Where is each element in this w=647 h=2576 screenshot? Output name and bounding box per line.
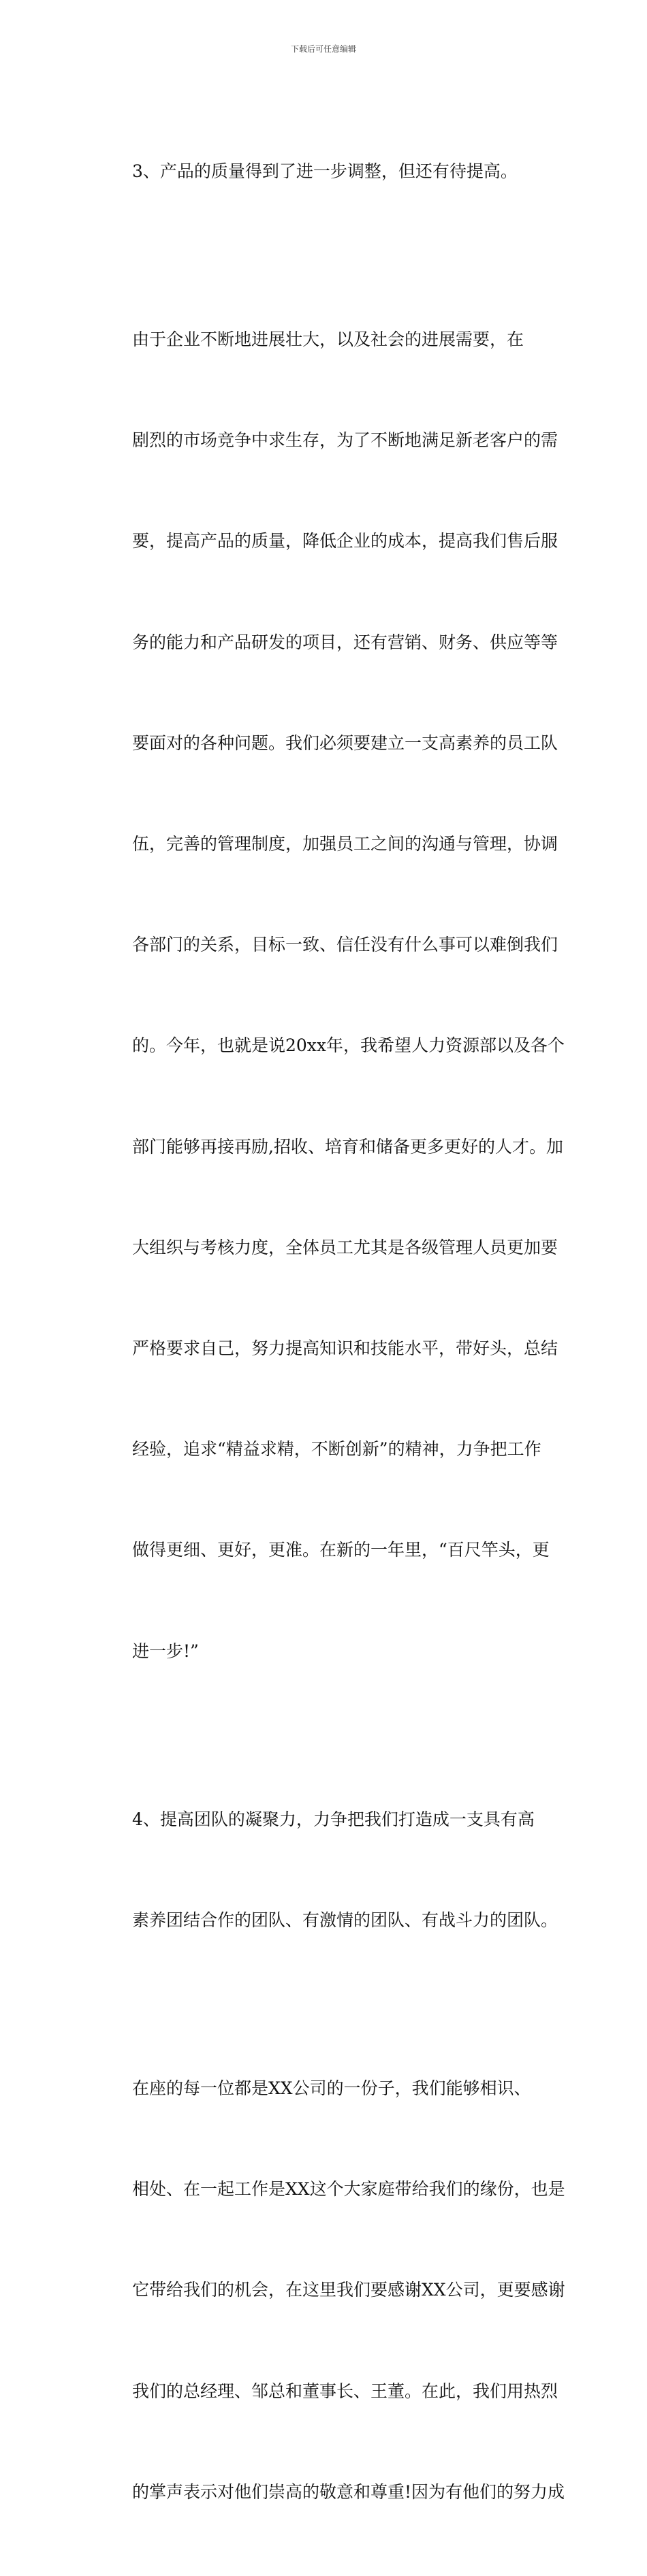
text-line: 它带给我们的机会，在这里我们要感谢XX公司，更要感谢: [132, 2280, 565, 2300]
document-body: [98, 87, 565, 2576]
text-line: 严格要求自己，努力提高知识和技能水平，带好头，总结: [132, 1338, 558, 1359]
text-line: 务的能力和产品研发的项目，还有营销、财务、供应等等: [132, 632, 558, 652]
text-line: 相处、在一起工作是XX这个大家庭带给我们的缘份，也是: [132, 2179, 565, 2200]
text-line: 的。今年，也就是说20xx年，我希望人力资源部以及各个: [132, 1035, 565, 1056]
paragraph-item-3: [98, 87, 550, 255]
text-line: 要面对的各种问题。我们必须要建立一支高素养的员工队: [132, 732, 558, 753]
text-line: 进一步!”: [132, 1641, 199, 1661]
text-line: 3、产品的质量得到了进一步调整，但还有待提高。: [132, 161, 518, 181]
text-line: 大组织与考核力度，全体员工尤其是各级管理人员更加要: [132, 1237, 558, 1257]
page-header: 下载后可任意编辑: [290, 44, 356, 54]
text-line: 要，提高产品的质量，降低企业的成本，提高我们售后服: [132, 531, 558, 551]
text-line: 素养团结合作的团队、有激情的团队、有战斗力的团队。: [132, 1910, 558, 1930]
text-line: 在座的每一位都是XX公司的一份子，我们能够相识、: [132, 2078, 531, 2098]
text-line: 的掌声表示对他们崇高的敬意和尊重!因为有他们的努力成: [132, 2481, 565, 2502]
text-line: 我们的总经理、邹总和董事长、王董。在此，我们用热烈: [132, 2381, 558, 2401]
text-line: 各部门的关系，目标一致、信任没有什么事可以难倒我们: [132, 935, 558, 955]
text-line: 由于企业不断地进展壮大，以及社会的进展需要，在: [132, 329, 524, 349]
text-line: 做得更细、更好，更准。在新的一年里，“百尺竿头，更: [132, 1540, 550, 1560]
text-line: 伍，完善的管理制度，加强员工之间的沟通与管理，协调: [132, 833, 558, 854]
text-line: 4、提高团队的凝聚力，力争把我们打造成一支具有高: [132, 1809, 535, 1829]
text-line: 剧烈的市场竞争中求生存，为了不断地满足新老客户的需: [132, 430, 558, 451]
text-line: 部门能够再接再励,招收、培育和储备更多更好的人才。加: [132, 1136, 563, 1157]
text-line: 经验，追求“精益求精，不断创新”的精神，力争把工作: [132, 1439, 541, 1460]
paragraph-thanks: [98, 2004, 565, 2576]
paragraph-item-4: [98, 1735, 558, 2004]
paragraph-development: [98, 255, 565, 1735]
